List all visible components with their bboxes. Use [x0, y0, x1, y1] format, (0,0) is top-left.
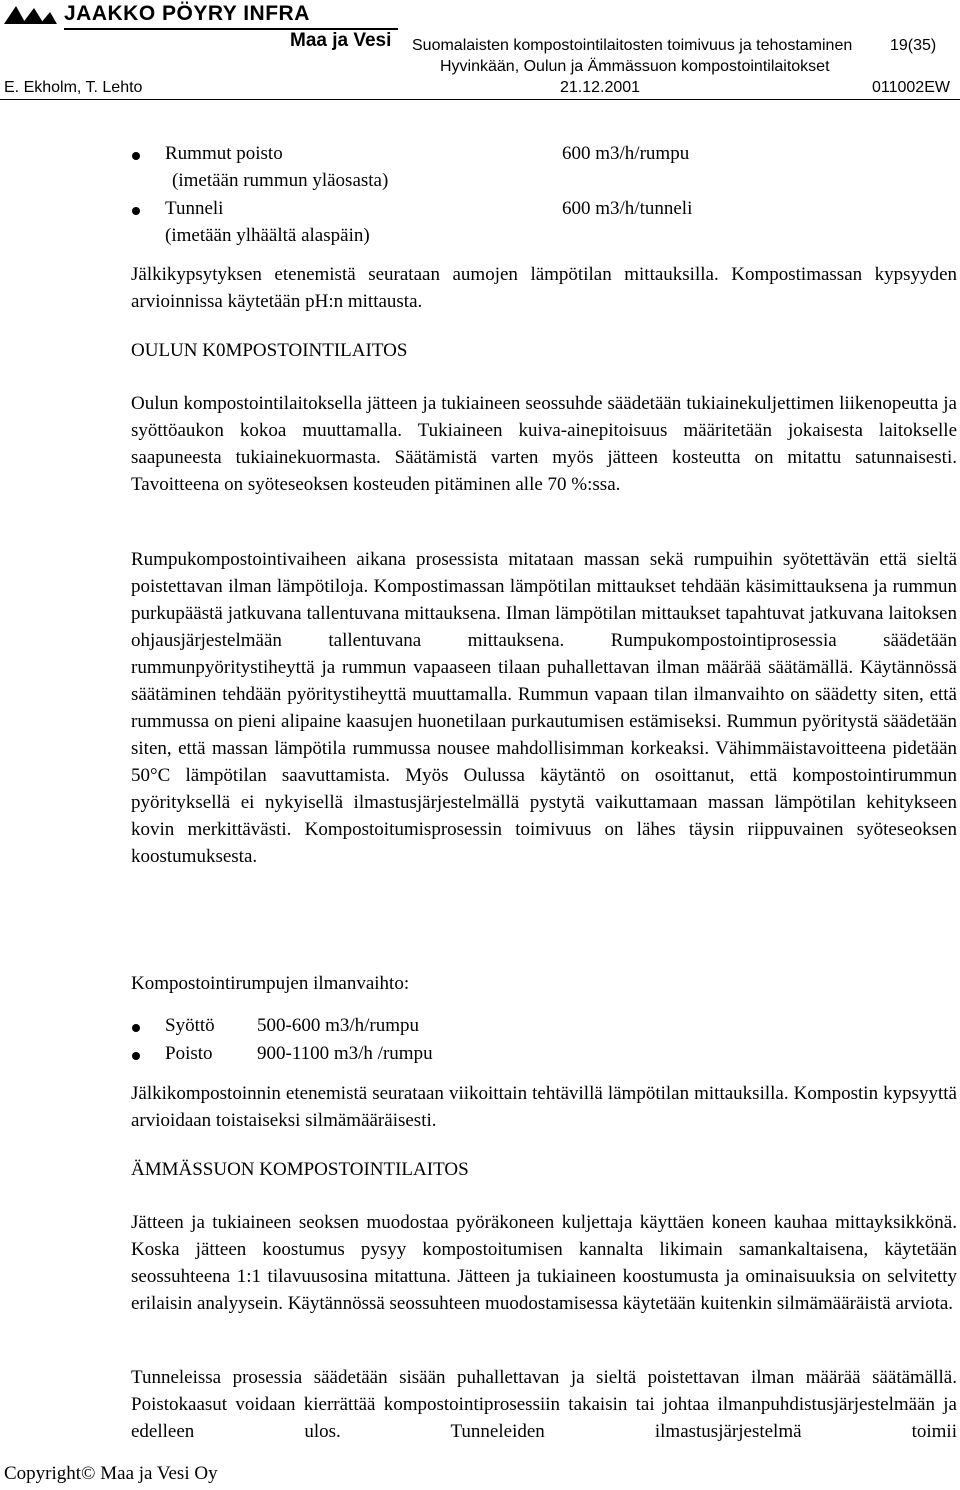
copyright-footer: Copyright© Maa ja Vesi Oy — [4, 1463, 218, 1484]
document-date: 21.12.2001 — [560, 79, 641, 96]
paragraph-oulu-mixing: Oulun kompostointilaitoksella jätteen ja tukiaineen seossuhde säädetään tukiainekuljettimen liikenopeutta ja syöttöaukon kokoa muuttamalla. Tukiaineen kuiva-ainepitoisuus määritetään jokaisesta laitokselle saapuneesta tukiainekuormasta. Säätämistä varten myös jätteen kosteutta on mitattu satunnaisesti. Tavoitteena on syöteseoksen kosteuden pitäminen alle 70 %:ssa. — [131, 393, 957, 495]
list-item-value: 500-600 m3/h/rumpu — [257, 1015, 420, 1036]
paragraph-ammassuo-mixing: Jätteen ja tukiaineen seoksen muodostaa pyöräkoneen kuljettaja käyttäen koneen kauhaa mittayksikkönä. Koska jätteen koostumus pysyy kompostoitumisen kannalta likimain samankaltaisena, käytetään seossuhteena 1:1 tilavuusosina mitattuna. Jätteen ja tukiaineen koostumusta ja ominaisuuksia on selvitetty erilaisin analyysein. Käytännössä seossuhteen muodostamisessa käytetään kuitenkin silmämääräistä arviota. — [131, 1212, 957, 1314]
authors: E. Ekholm, T. Lehto — [4, 79, 143, 96]
bullet-icon — [132, 152, 140, 160]
ventilation-title: Kompostointirumpujen ilmanvaihto: — [131, 973, 410, 994]
section-heading-oulu: OULUN K0MPOSTOINTILAITOS — [131, 340, 408, 361]
list-item-note: (imetään ylhäältä alaspäin) — [165, 225, 370, 246]
logo-division-name: Maa ja Vesi — [290, 30, 392, 51]
list-item-value: 600 m3/h/tunneli — [562, 198, 693, 219]
list-item-value: 900-1100 m3/h /rumpu — [257, 1043, 433, 1064]
paragraph-maturation: Jälkikypsytyksen etenemistä seurataan aumojen lämpötilan mittauksilla. Kompostimassan kypsyyden arvioinnissa käytetään pH:n mittausta. — [131, 264, 957, 312]
document-title: Suomalaisten kompostointilaitosten toimivuus ja tehostaminen — [412, 37, 853, 54]
list-item-value: 600 m3/h/rumpu — [562, 143, 690, 164]
list-item-label: Tunneli — [165, 198, 224, 219]
bullet-icon — [132, 207, 140, 215]
company-logo — [2, 2, 398, 54]
section-heading-ammassuo: ÄMMÄSSUON KOMPOSTOINTILAITOS — [131, 1159, 469, 1180]
list-item-note: (imetään rummun yläosasta) — [172, 170, 389, 191]
list-item-label: Syöttö — [165, 1015, 215, 1036]
page-number: 19(35) — [890, 37, 937, 54]
document-subtitle: Hyvinkään, Oulun ja Ämmässuon kompostointilaitokset — [440, 58, 830, 75]
bullet-icon — [132, 1052, 140, 1060]
document-code: 011002EW — [872, 79, 950, 96]
header-divider — [0, 99, 960, 100]
list-item-label: Poisto — [165, 1043, 213, 1064]
logo-company-name: JAAKKO PÖYRY INFRA — [64, 2, 310, 25]
paragraph-oulu-drum: Rumpukompostointivaiheen aikana prosessista mitataan massan sekä rumpuihin syötettävän että sieltä poistettavan ilman lämpötiloja. Kompostimassan lämpötilan mittaukset tehdään käsimittauksena ja rummun purkupäästä jatkuvana tallentuvana mittauksena. Ilman lämpötilan mittaukset tapahtuvat jatkuvana laitoksen ohjausjärjestelmään tallentuvana mittauksena. Rumpukompostointiprosessia säädetään rummunpyöritystiheyttä ja rummun vapaaseen tilaan puhallettavan ilman määrää säätämällä. Käytännössä säätäminen tehdään pyöritystiheyttä muuttamalla. Rummun vapaan tilan ilmanvaihto on säädetty siten, että rummussa on pieni alipaine kaasujen huonetilaan purkautumisen estämiseksi. Rummun pyöritystä säädetään siten, että massan lämpötila rummussa nousee mahdollisimman korkeaksi. Vähimmäistavoitteena pidetään 50°C lämpötilan saavuttamista. Myös Oulussa käytäntö on osoittanut, että kompostointirummun pyörityksellä ei nykyisellä ilmastusjärjestelmällä pystytä vaikuttamaan massan lämpötilan kehitykseen kovin merkittävästi. Kompostoitumisprosessin toimivuus on lähes täysin riippuvainen syöteseoksen koostumuksesta. — [131, 549, 957, 867]
list-item-label: Rummut poisto — [165, 143, 283, 164]
paragraph-ammassuo-tunnels: Tunneleissa prosessia säädetään sisään puhallettavan ja sieltä poistettavan ilman määrää säätämällä. Poistokaasut voidaan kierrättää kompostointiprosessiin takaisin tai johtaa ilmanpuhdistusjärjestelmään ja edelleen ulos. Tunneleiden ilmastusjärjestelmä toimii — [131, 1367, 957, 1442]
paragraph-oulu-postcomposting: Jälkikompostoinnin etenemistä seurataan viikoittain tehtävillä lämpötilan mittauksilla. Kompostin kypsyyttä arvioidaan toistaiseksi silmämääräisesti. — [131, 1083, 957, 1131]
bullet-icon — [132, 1024, 140, 1032]
logo-emblem-icon — [2, 2, 58, 28]
